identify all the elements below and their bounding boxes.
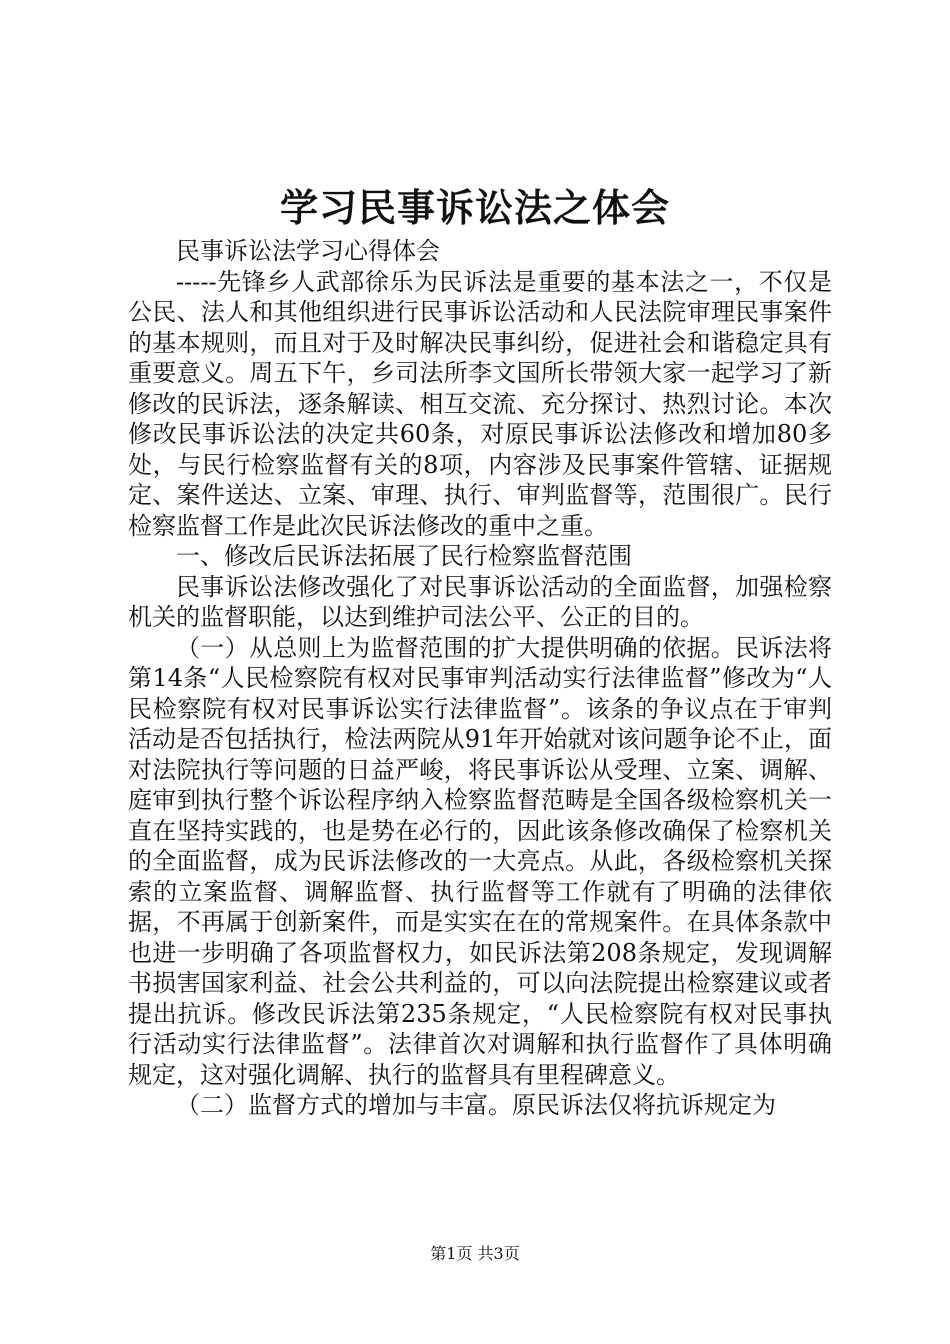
document-title: 学习民事诉讼法之体会 [279,185,670,230]
paragraph-subtitle: 民事诉讼法学习心得体会 [176,237,440,265]
paragraph-subsection-1: （一）从总则上为监督范围的扩大提供明确的依据。民诉法将第14条“人民检察院有权对民事审判活动实行法律监督”修改为“人民检察院有权对民事诉讼实行法律监督”。该条的争议点在于审判活动是否包括执行，检法两院从91年开始就对该问题争论不止，面对法院执行等问题的日益严峻，将民事诉讼从受理、立案、调解、庭审到执行整个诉讼程序纳入检察监督范畴是全国各级检察机关一直在坚持实践的，也是势在必行的，因此该条修改确保了检察机关的全面监督，成为民诉法修改的一大亮点。从此，各级检察机关探索的立案监督、调解监督、执行监督等工作就有了明确的法律依据，不再属于创新案件，而是实实在在的常规案件。在具体条款中也进一步明确了各项监督权力，如民诉法第208条规定，发现调解书损害国家利益、社会公共利益的，可以向法院提出检察建议或者提出抗诉。修改民诉法第235条规定，“人民检察院有权对民事执行活动实行法律监督”。法律首次对调解和执行监督作了具体明确规定，这对强化调解、执行的监督具有里程碑意义。 [128,633,832,1089]
page-footer: 第1页 共3页 [430,1244,520,1263]
paragraph-intro: -----先锋乡人武部徐乐为民诉法是重要的基本法之一，不仅是公民、法人和其他组织进行民事诉讼活动和人民法院审理民事案件的基本规则，而且对于及时解决民事纠纷，促进社会和谐稳定具有重要意义。周五下午，乡司法所李文国所长带领大家一起学习了新修改的民诉法，逐条解读、相互交流、充分探讨、热烈讨论。本次修改民事诉讼法的决定共60条，对原民事诉讼法修改和增加80多处，与民行检察监督有关的8项，内容涉及民事案件管辖、证据规定、案件送达、立案、审理、执行、审判监督等，范围很广。民行检察监督工作是此次民诉法修改的重中之重。 [128,267,832,540]
document-body [128,236,832,1121]
paragraph-section-1-intro: 民事诉讼法修改强化了对民事诉讼活动的全面监督，加强检察机关的监督职能，以达到维护司法公平、公正的目的。 [128,572,832,631]
section-heading-1: 一、修改后民诉法拓展了民行检察监督范围 [176,542,632,570]
paragraph-subsection-2: （二）监督方式的增加与丰富。原民诉法仅将抗诉规定为 [176,1091,776,1119]
